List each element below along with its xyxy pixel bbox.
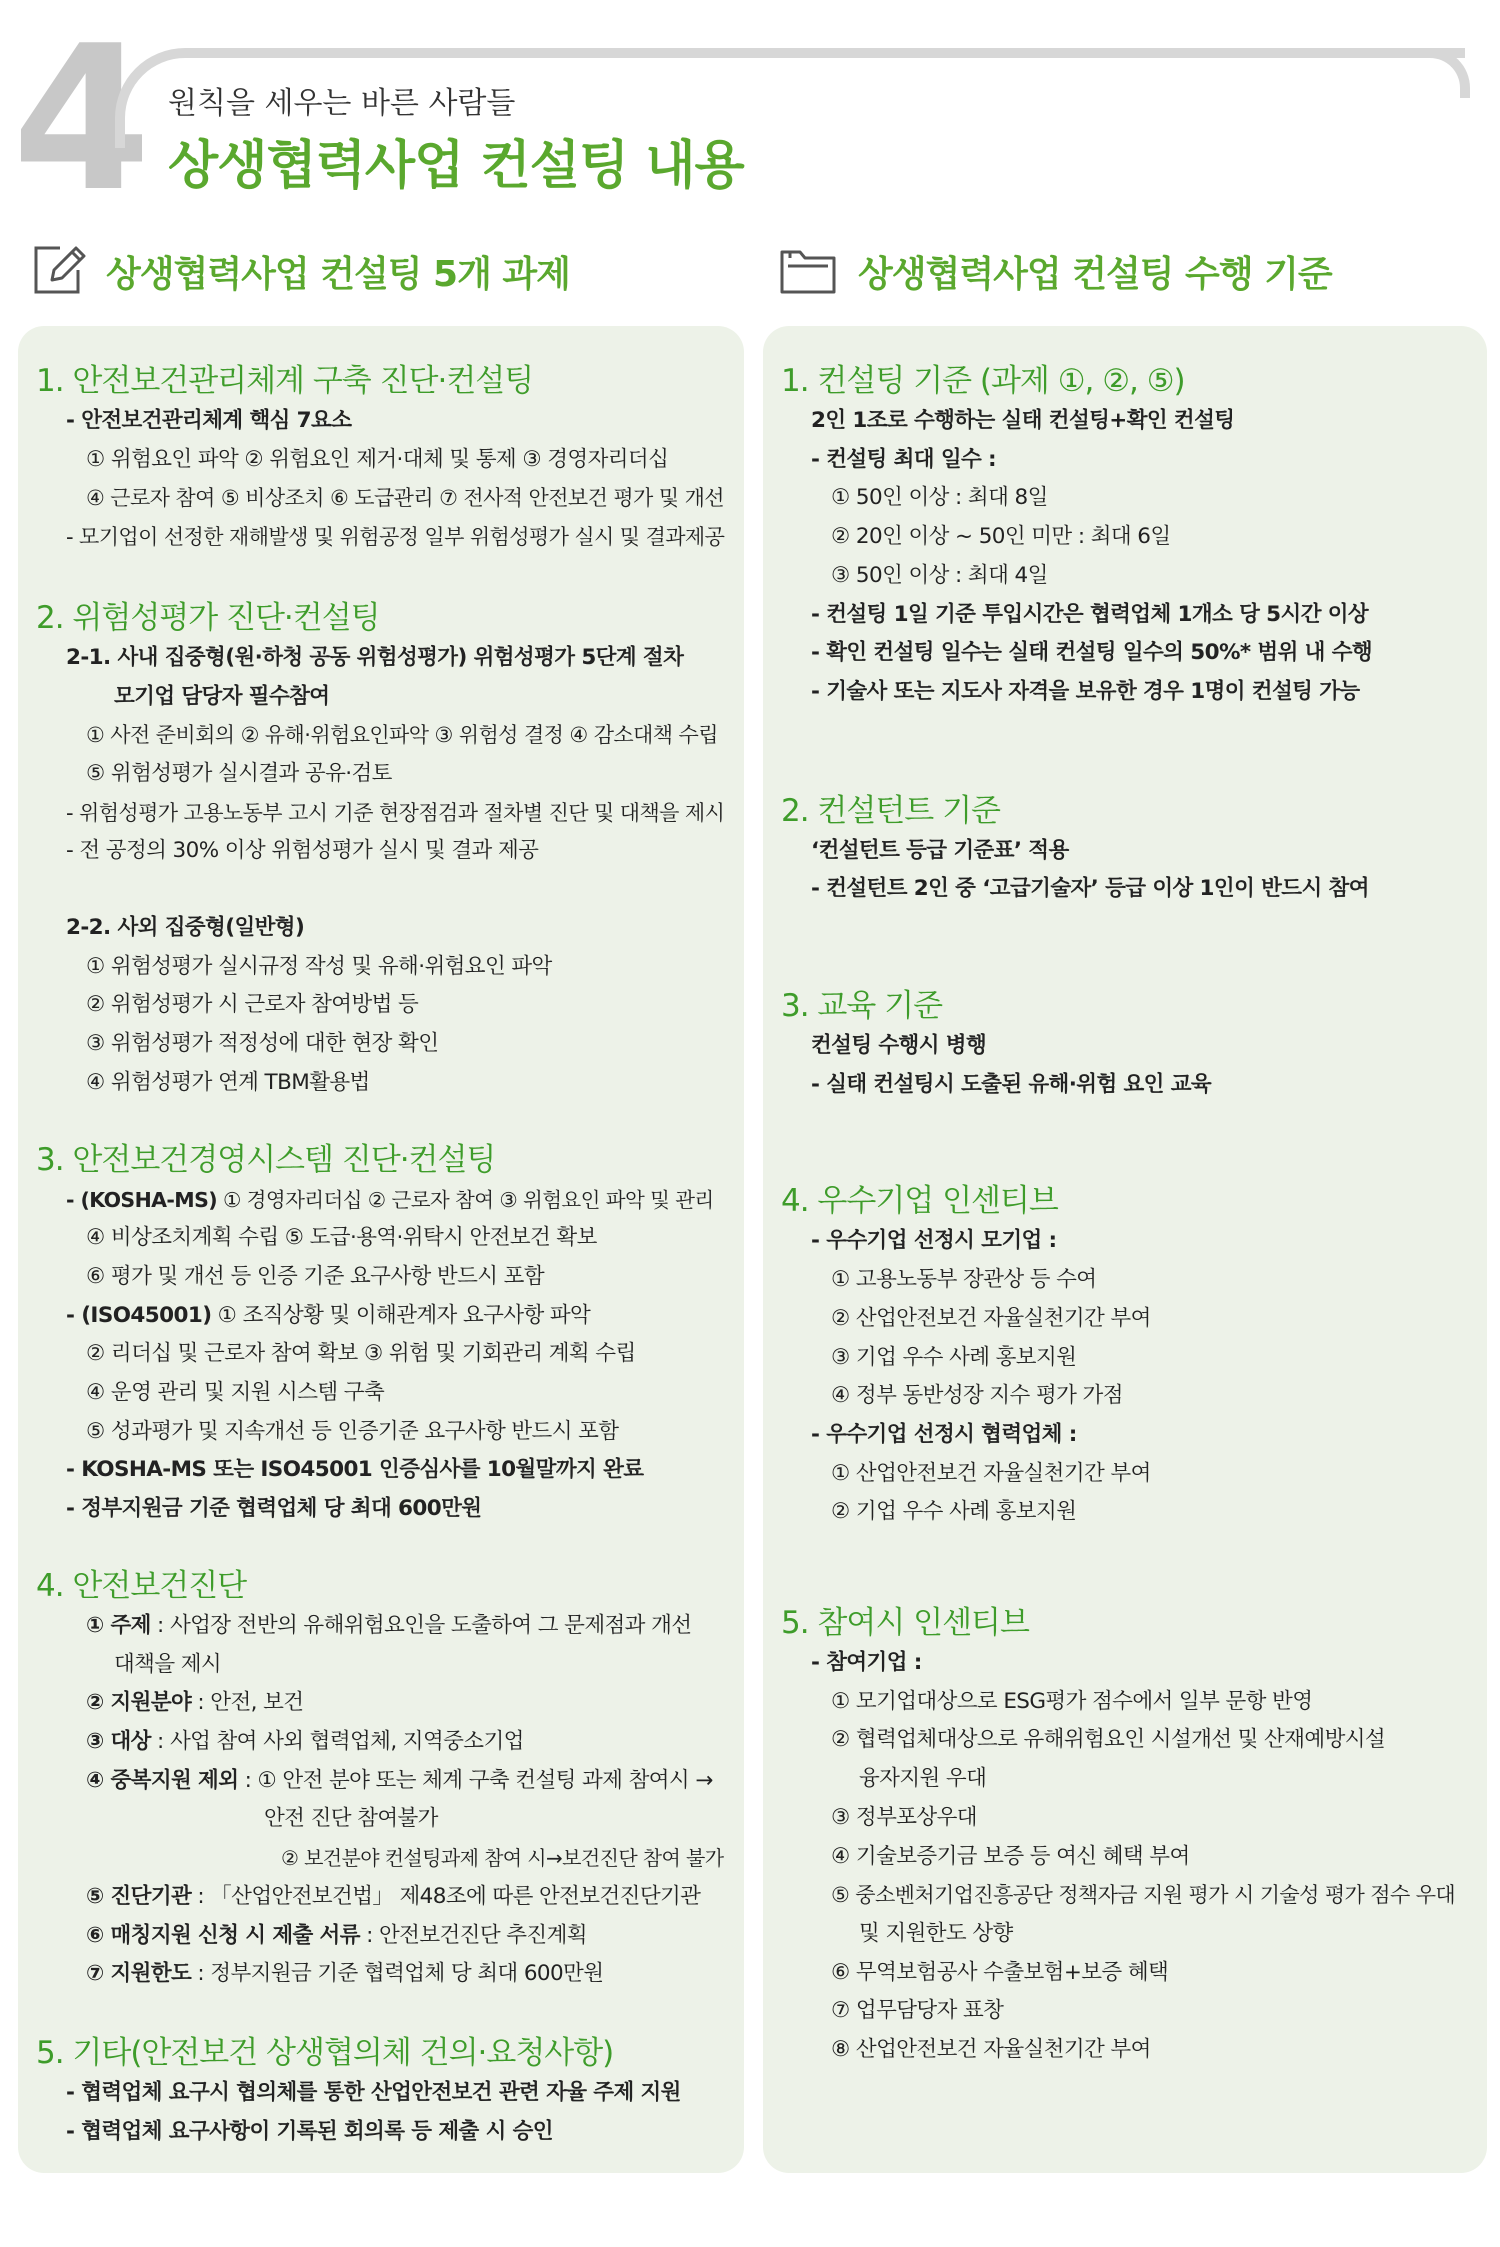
section-title: 3. 안전보건경영시스템 진단·컨설팅 bbox=[36, 1141, 496, 1178]
section-safety-management-system bbox=[36, 360, 726, 557]
item-text: : 안전보건진단 추진계획 bbox=[359, 1922, 587, 1948]
item-line: ② 20인 이상 ~ 50인 미만 : 최대 6일 bbox=[831, 524, 1171, 550]
item-line bbox=[36, 1917, 726, 1956]
bullet-line bbox=[36, 1181, 726, 1220]
item-line: ⑦ 업무담당자 표창 bbox=[831, 1998, 1004, 2024]
item-line: ④ 운영 관리 및 지원 시스템 구축 bbox=[86, 1380, 385, 1406]
section-title: 3. 교육 기준 bbox=[781, 988, 943, 1025]
lead-line: 컨설팅 수행시 병행 bbox=[811, 1033, 987, 1059]
bullet-line: - 정부지원금 기준 협력업체 당 최대 600만원 bbox=[66, 1496, 482, 1522]
item-line: ③ 위험성평가 적정성에 대한 현장 확인 bbox=[86, 1031, 439, 1057]
right-column-heading-text: 상생협력사업 컨설팅 수행 기준 bbox=[858, 253, 1332, 295]
item-line: ① 산업안전보건 자율실천기간 부여 bbox=[831, 1460, 1151, 1486]
lead-line: ‘컨설턴트 등급 기준표’ 적용 bbox=[811, 837, 1069, 863]
bullet-line: - 안전보건관리체계 핵심 7요소 bbox=[66, 408, 352, 433]
item-line: ④ 정부 동반성장 지수 평가 가점 bbox=[831, 1383, 1123, 1409]
edit-icon bbox=[30, 240, 88, 302]
item-label: ⑥ 매칭지원 신청 시 제출 서류 bbox=[86, 1922, 360, 1948]
chapter-number: 4 bbox=[12, 3, 146, 236]
item-text: : 사업장 전반의 유해위험요인을 도출하여 그 문제점과 개선 bbox=[150, 1612, 692, 1638]
section-participation-incentive bbox=[781, 1602, 1469, 2070]
item-line: ① 모기업대상으로 ESG평가 점수에서 일부 문항 반영 bbox=[831, 1688, 1313, 1714]
item-line: ④ 기술보증기금 보증 등 여신 혜택 부여 bbox=[831, 1843, 1190, 1869]
section-safety-diagnosis bbox=[36, 1565, 726, 1994]
item-line: ⑤ 위험성평가 실시결과 공유·검토 bbox=[86, 760, 392, 786]
bullet-line: - 위험성평가 고용노동부 고시 기준 현장점검과 절차별 진단 및 대책을 제시 bbox=[66, 800, 725, 825]
section-consulting-criteria bbox=[781, 360, 1469, 712]
left-panel bbox=[18, 326, 744, 2173]
item-line: ⑤ 중소벤처기업진흥공단 정책자금 지원 평가 시 기술성 평가 점수 우대 bbox=[831, 1883, 1456, 1908]
subsection-title: 2-2. 사외 집중형(일반형) bbox=[66, 915, 305, 941]
section-title: 2. 위험성평가 진단·컨설팅 bbox=[36, 599, 380, 636]
section-risk-assessment bbox=[36, 597, 726, 1103]
bullet-line: - KOSHA-MS 또는 ISO45001 인증심사를 10월말까지 완료 bbox=[66, 1457, 644, 1483]
subsection-title-cont: 모기업 담당자 필수참여 bbox=[114, 683, 330, 709]
item-line bbox=[36, 1955, 726, 1994]
item-line: ① 위험요인 파악 ② 위험요인 제거·대체 및 통제 ③ 경영자리더십 bbox=[86, 446, 669, 472]
item-line: ② 산업안전보건 자율실천기간 부여 bbox=[831, 1305, 1151, 1331]
section-etc bbox=[36, 2032, 726, 2151]
item-line: ⑧ 산업안전보건 자율실천기간 부여 bbox=[831, 2037, 1151, 2063]
left-column-heading bbox=[30, 240, 570, 302]
item-line: ④ 근로자 참여 ⑤ 비상조치 ⑥ 도급관리 ⑦ 전사적 안전보건 평가 및 개선 bbox=[86, 486, 724, 511]
bullet-line bbox=[36, 1297, 726, 1336]
bullet-line: - 참여기업 : bbox=[811, 1650, 922, 1676]
bullet-line: - 기술사 또는 지도사 자격을 보유한 경우 1명이 컨설팅 가능 bbox=[811, 678, 1360, 704]
subsection-title: 2-1. 사내 집중형(원·하청 공동 위험성평가) 위험성평가 5단계 절차 bbox=[66, 644, 684, 670]
label-iso45001: - (ISO45001) bbox=[66, 1302, 212, 1328]
item-line-cont: 융자지원 우대 bbox=[859, 1766, 987, 1792]
item-line: ① 50인 이상 : 최대 8일 bbox=[831, 485, 1048, 511]
item-text: : 정부지원금 기준 협력업체 당 최대 600만원 bbox=[191, 1961, 604, 1987]
bullet-line: - 협력업체 요구사항이 기록된 회의록 등 제출 시 승인 bbox=[66, 2118, 553, 2144]
item-label: ② 지원분야 bbox=[86, 1690, 192, 1716]
page-subtitle: 원칙을 세우는 바른 사람들 bbox=[168, 86, 516, 121]
bullet-line: - 우수기업 선정시 모기업 : bbox=[811, 1228, 1057, 1254]
bullet-line: - 컨설팅 1일 기준 투입시간은 협력업체 1개소 당 5시간 이상 bbox=[811, 601, 1369, 627]
item-label: ③ 대상 bbox=[86, 1728, 151, 1754]
bullet-line: - 협력업체 요구시 협의체를 통한 산업안전보건 관련 자율 주제 지원 bbox=[66, 2079, 681, 2105]
bullet-line: - 컨설턴트 2인 중 ‘고급기술자’ 등급 이상 1인이 반드시 참여 bbox=[811, 876, 1369, 902]
left-column-heading-text: 상생협력사업 컨설팅 5개 과제 bbox=[106, 253, 570, 295]
section-consultant-criteria bbox=[781, 790, 1469, 909]
section-education-criteria bbox=[781, 985, 1469, 1104]
item-line: ① 위험성평가 실시규정 작성 및 유해·위험요인 파악 bbox=[86, 953, 552, 979]
bullet-text: ① 조직상황 및 이해관계자 요구사항 파악 bbox=[211, 1302, 591, 1328]
item-line-cont: 대책을 제시 bbox=[114, 1651, 222, 1677]
item-label: ④ 중복지원 제외 bbox=[86, 1767, 239, 1793]
item-line-cont: 안전 진단 참여불가 bbox=[264, 1806, 438, 1832]
item-line: ④ 위험성평가 연계 TBM활용법 bbox=[86, 1069, 370, 1095]
right-panel bbox=[763, 326, 1487, 2173]
item-line bbox=[36, 1684, 726, 1723]
section-title: 5. 기타(안전보건 상생협의체 건의·요청사항) bbox=[36, 2034, 614, 2071]
item-line bbox=[36, 1878, 726, 1917]
bullet-line: - 확인 컨설팅 일수는 실태 컨설팅 일수의 50%* 범위 내 수행 bbox=[811, 640, 1373, 666]
item-text: : ① 안전 분야 또는 체계 구축 컨설팅 과제 참여시 → bbox=[238, 1767, 713, 1793]
bullet-line: - 모기업이 선정한 재해발생 및 위험공정 일부 위험성평가 실시 및 결과제공 bbox=[66, 525, 725, 550]
item-line: ③ 50인 이상 : 최대 4일 bbox=[831, 562, 1048, 588]
item-text: : 사업 참여 사외 협력업체, 지역중소기업 bbox=[150, 1728, 524, 1754]
item-line bbox=[36, 1607, 726, 1646]
bullet-line: - 컨설팅 최대 일수 : bbox=[811, 446, 997, 472]
item-line bbox=[36, 1723, 726, 1762]
item-line: ② 위험성평가 시 근로자 참여방법 등 bbox=[86, 992, 419, 1018]
item-line: ③ 정부포상우대 bbox=[831, 1804, 977, 1830]
item-line-cont: 및 지원한도 상향 bbox=[859, 1920, 1013, 1946]
section-title: 1. 안전보건관리체계 구축 진단·컨설팅 bbox=[36, 363, 534, 399]
item-line: ④ 비상조치계획 수립 ⑤ 도급·용역·위탁시 안전보건 확보 bbox=[86, 1225, 597, 1251]
item-line: ⑤ 성과평가 및 지속개선 등 인증기준 요구사항 반드시 포함 bbox=[86, 1418, 619, 1444]
section-title: 4. 안전보건진단 bbox=[36, 1567, 247, 1604]
right-column-heading bbox=[778, 240, 1332, 302]
item-line: ① 사전 준비회의 ② 유해·위험요인파악 ③ 위험성 결정 ④ 감소대책 수립 bbox=[86, 723, 718, 748]
section-excellent-incentive bbox=[781, 1180, 1469, 1532]
bullet-line: - 우수기업 선정시 협력업체 : bbox=[811, 1421, 1077, 1447]
bullet-text: ① 경영자리더십 ② 근로자 참여 ③ 위험요인 파악 및 관리 bbox=[217, 1187, 714, 1212]
section-management-system bbox=[36, 1139, 726, 1529]
item-line: ③ 기업 우수 사례 홍보지원 bbox=[831, 1344, 1077, 1370]
item-label: ⑤ 진단기관 bbox=[86, 1883, 192, 1909]
page-title: 상생협력사업 컨설팅 내용 bbox=[168, 136, 744, 196]
item-text: : 「산업안전보건법」 제48조에 따른 안전보건진단기관 bbox=[191, 1883, 701, 1909]
label-kosha-ms: - (KOSHA-MS) bbox=[66, 1187, 218, 1212]
folder-icon bbox=[778, 240, 840, 302]
item-line: ⑥ 무역보험공사 수출보험+보증 혜택 bbox=[831, 1959, 1169, 1985]
item-line: ② 기업 우수 사례 홍보지원 bbox=[831, 1499, 1077, 1525]
item-line: ① 고용노동부 장관상 등 수여 bbox=[831, 1267, 1097, 1293]
item-label: ① 주제 bbox=[86, 1612, 151, 1638]
section-title: 5. 참여시 인센티브 bbox=[781, 1605, 1029, 1642]
lead-line: 2인 1조로 수행하는 실태 컨설팅+확인 컨설팅 bbox=[811, 408, 1235, 433]
section-title: 4. 우수기업 인센티브 bbox=[781, 1183, 1058, 1220]
section-title: 1. 컨설팅 기준 (과제 ①, ②, ⑤) bbox=[781, 363, 1185, 399]
bullet-line: - 전 공정의 30% 이상 위험성평가 실시 및 결과 제공 bbox=[66, 838, 539, 864]
item-line bbox=[36, 1762, 726, 1801]
item-line-cont: ② 보건분야 컨설팅과제 참여 시→보건진단 참여 불가 bbox=[281, 1846, 724, 1871]
item-label: ⑦ 지원한도 bbox=[86, 1961, 192, 1987]
item-line: ② 협력업체대상으로 유해위험요인 시설개선 및 산재예방시설 bbox=[831, 1727, 1386, 1753]
item-text: : 안전, 보건 bbox=[191, 1690, 304, 1716]
item-line: ② 리더십 및 근로자 참여 확보 ③ 위험 및 기회관리 계획 수립 bbox=[86, 1341, 636, 1367]
bullet-line: - 실태 컨설팅시 도출된 유해·위험 요인 교육 bbox=[811, 1071, 1212, 1097]
section-title: 2. 컨설턴트 기준 bbox=[781, 792, 1000, 829]
item-line: ⑥ 평가 및 개선 등 인증 기준 요구사항 반드시 포함 bbox=[86, 1263, 544, 1289]
